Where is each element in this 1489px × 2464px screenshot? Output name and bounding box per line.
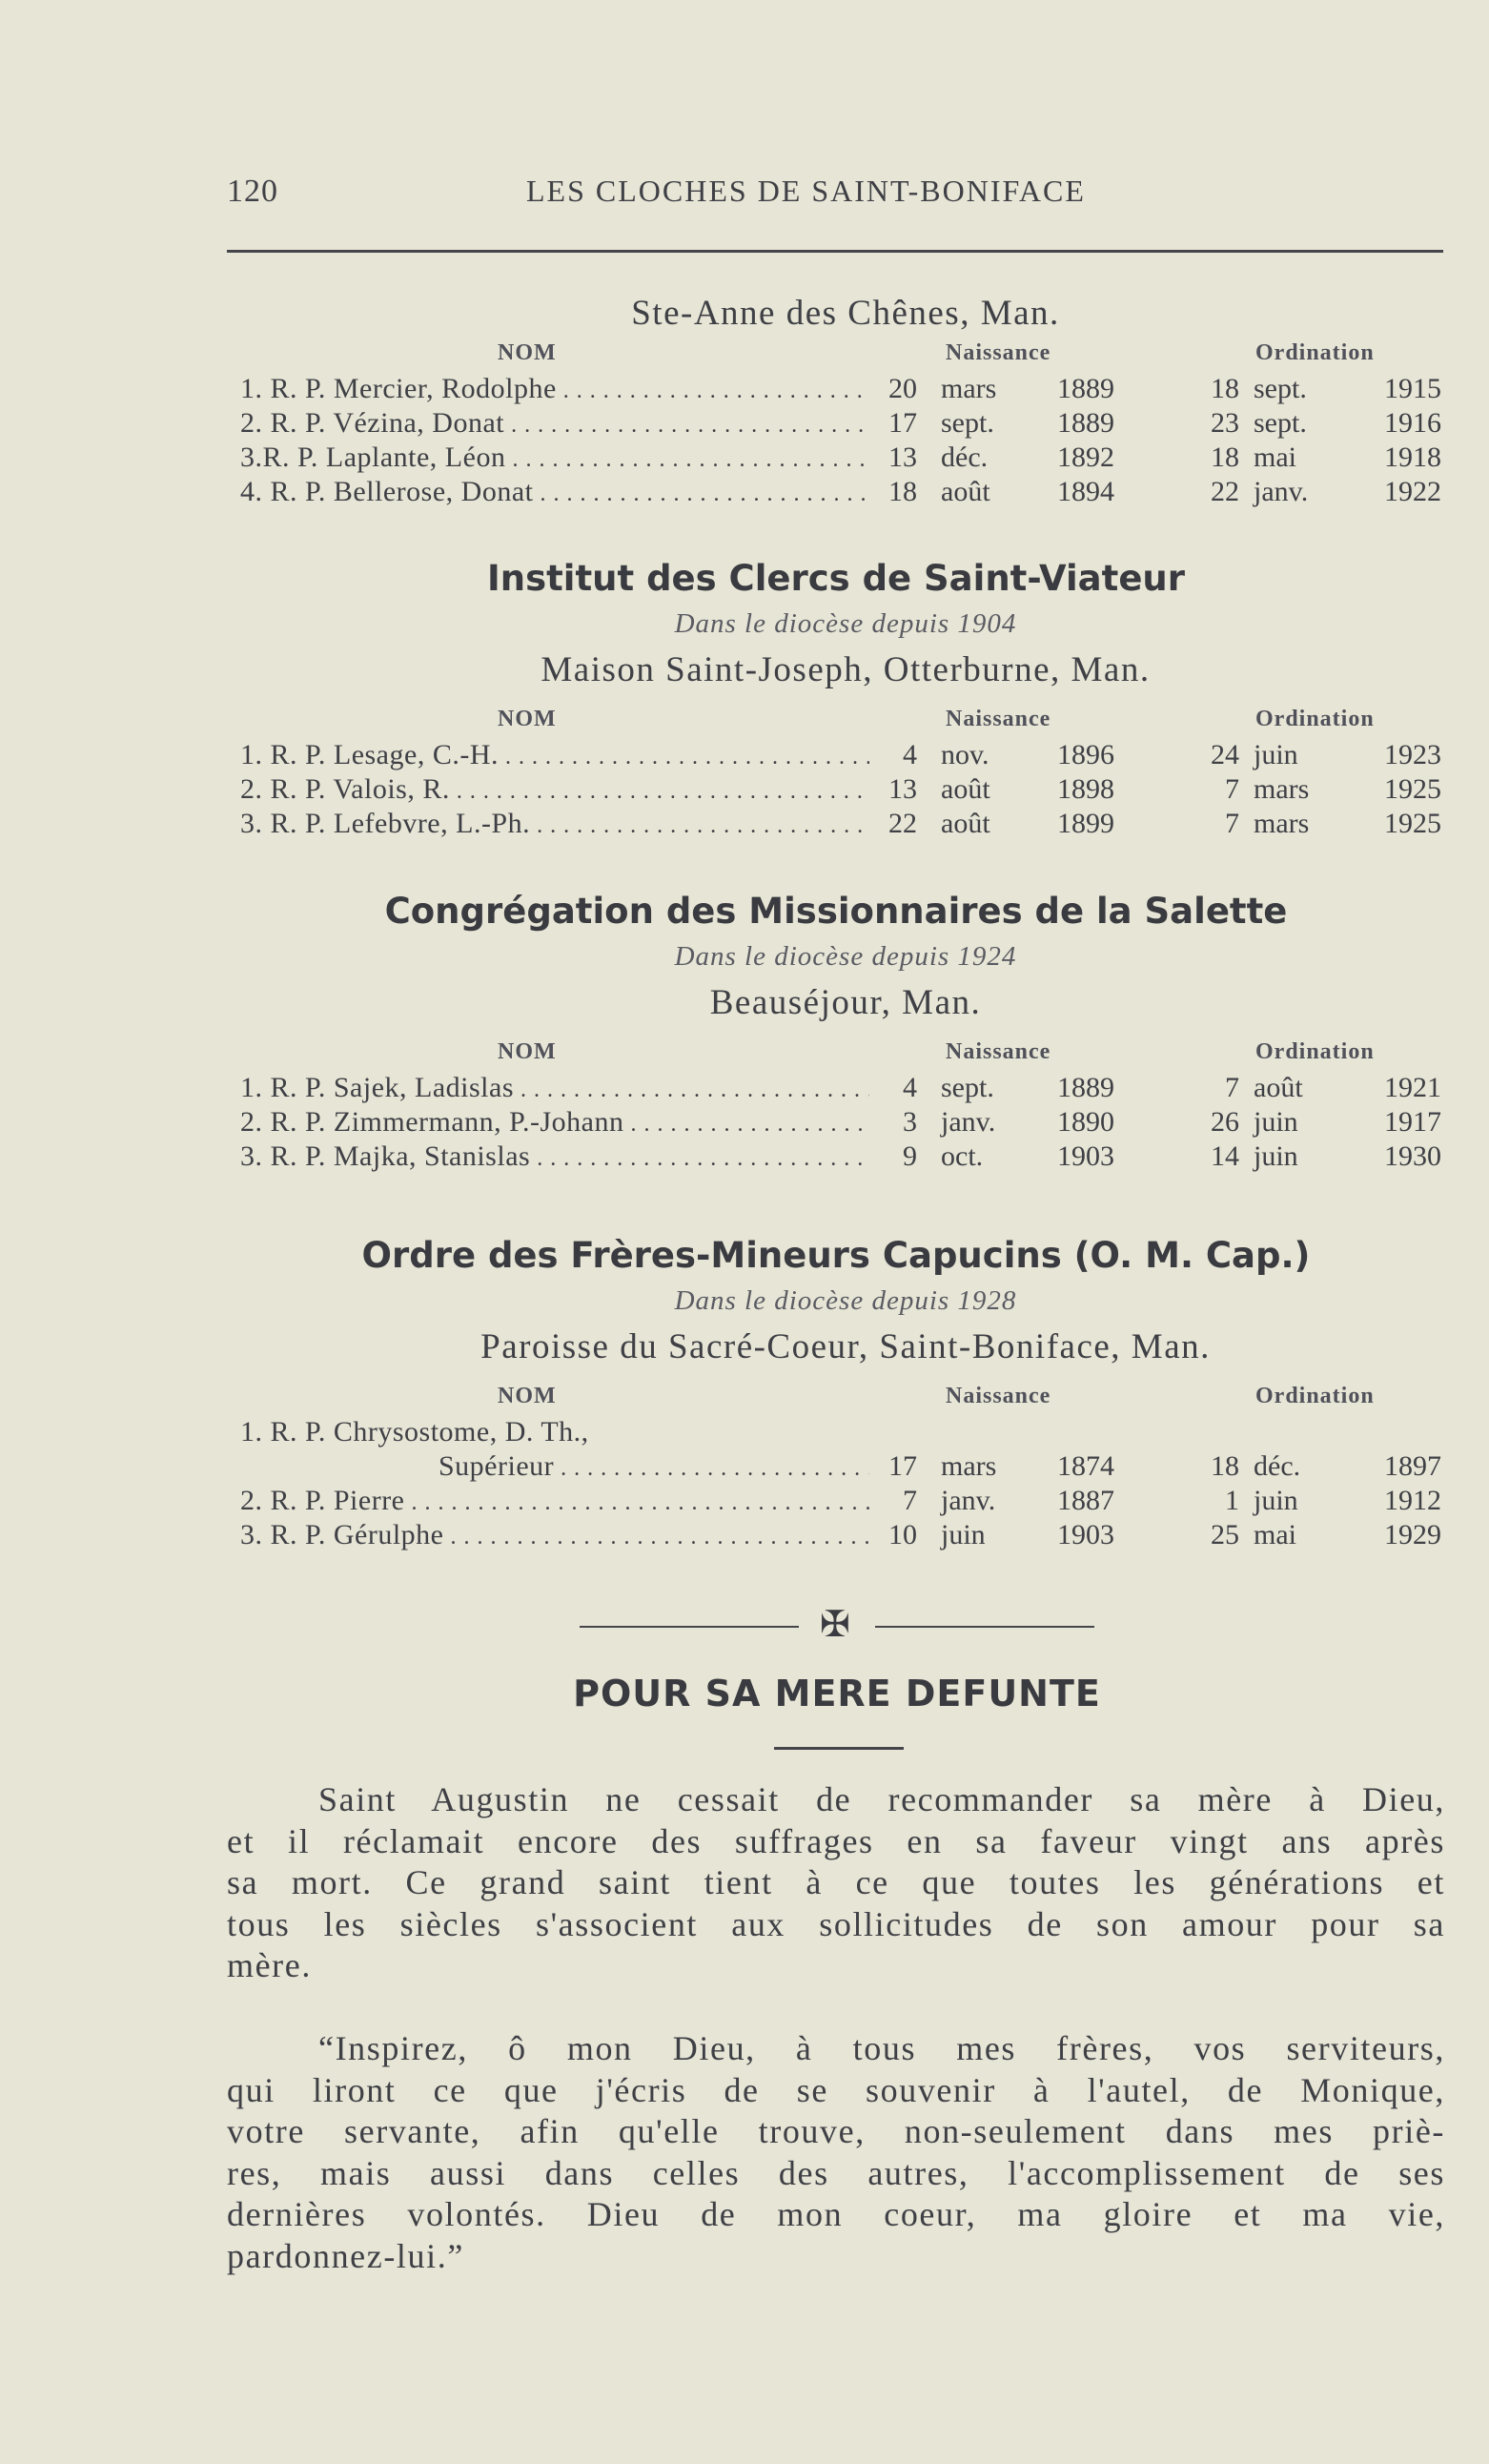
paragraph-line: votre servante, afin qu'elle trouve, non-seulement dans mes priè- — [227, 2112, 1445, 2150]
cross-ornament-icon: ✠ — [820, 1605, 850, 1645]
ordination-year-cell: 1923 — [1384, 739, 1441, 770]
birth-day-cell: 18 — [888, 476, 917, 507]
birth-month-cell: sept. — [941, 1072, 994, 1103]
birth-day-cell: 4 — [903, 739, 917, 770]
birth-day-cell: 7 — [903, 1485, 917, 1516]
birth-month-cell: août — [941, 476, 990, 507]
table-row — [240, 1518, 1451, 1552]
ordination-year-cell: 1930 — [1384, 1140, 1441, 1172]
ordination-year-cell: 1918 — [1384, 441, 1441, 473]
ordination-year-cell: 1897 — [1384, 1450, 1441, 1482]
birth-year-cell: 1889 — [1057, 373, 1114, 404]
section-place: Maison Saint-Joseph, Otterburne, Man. — [541, 650, 1151, 689]
ordination-month-cell: sept. — [1254, 407, 1307, 439]
birth-month-cell: déc. — [941, 441, 989, 473]
paragraph-line: sa mort. Ce grand saint tient à ce que toutes les générations et — [227, 1863, 1445, 1901]
birth-year-cell: 1889 — [1057, 407, 1114, 439]
birth-year-cell: 1898 — [1057, 773, 1114, 805]
column-headers — [240, 1033, 1451, 1071]
ordination-year-cell: 1929 — [1384, 1519, 1441, 1550]
paragraph-line: Saint Augustin ne cessait de recommander sa mère à Dieu, — [318, 1780, 1445, 1818]
birth-year-cell: 1903 — [1057, 1140, 1114, 1172]
column-ordination: Ordination — [1255, 707, 1375, 731]
birth-day-cell: 13 — [888, 441, 917, 473]
section-place: Paroisse du Sacré-Coeur, Saint-Boniface, Man. — [480, 1327, 1211, 1366]
divider-line-right — [875, 1626, 1094, 1628]
table-row — [240, 807, 1451, 841]
ordination-year-cell: 1912 — [1384, 1485, 1441, 1516]
ordination-month-cell: juin — [1254, 1140, 1298, 1172]
birth-day-cell: 17 — [888, 407, 917, 439]
name-cell: 3. R. P. Majka, Stanislas . . . — [240, 1140, 869, 1176]
ordination-month-cell: mai — [1254, 1519, 1296, 1550]
name-cell: Supérieur . . . — [439, 1449, 869, 1486]
name-cell: 2. R. P. Zimmermann, P.-Johann . . . — [240, 1105, 869, 1141]
ordination-year-cell: 1922 — [1384, 476, 1441, 507]
birth-year-cell: 1874 — [1057, 1450, 1114, 1482]
section-la-salette — [240, 886, 1451, 1174]
ordination-day-cell: 26 — [1211, 1106, 1239, 1138]
birth-month-cell: mars — [941, 1450, 997, 1482]
birth-year-cell: 1903 — [1057, 1519, 1114, 1550]
ordination-day-cell: 18 — [1211, 441, 1239, 473]
name-cell: 2. R. P. Pierre . . . — [240, 1484, 869, 1520]
name-cell: 1. R. P. Chrysostome, D. Th., — [240, 1416, 589, 1448]
section-capucins — [240, 1230, 1451, 1552]
ordination-day-cell: 14 — [1211, 1140, 1239, 1172]
ordination-month-cell: sept. — [1254, 373, 1307, 404]
roster — [240, 1415, 1451, 1552]
birth-month-cell: juin — [941, 1519, 986, 1550]
paragraph-line: dernières volontés. Dieu de mon coeur, ma gloire et ma vie, — [227, 2195, 1445, 2233]
paragraph-line: et il réclamait encore des suffrages en sa faveur vingt ans après — [227, 1821, 1445, 1860]
paragraph-line: pardonnez-lui.” — [227, 2236, 464, 2275]
paragraph-2 — [227, 2028, 1445, 2277]
table-row — [240, 1140, 1451, 1174]
ordination-day-cell: 7 — [1225, 808, 1239, 839]
table-row — [240, 1105, 1451, 1140]
ordination-year-cell: 1916 — [1384, 407, 1441, 439]
header-rule — [227, 250, 1443, 253]
name-cell: 3.R. P. Laplante, Léon . . . — [240, 441, 869, 477]
ordination-month-cell: mars — [1254, 808, 1310, 839]
table-row — [240, 1484, 1451, 1518]
table-row — [240, 441, 1451, 475]
ordination-year-cell: 1925 — [1384, 808, 1441, 839]
ordination-year-cell: 1925 — [1384, 773, 1441, 805]
birth-year-cell: 1890 — [1057, 1106, 1114, 1138]
birth-month-cell: août — [941, 773, 990, 805]
birth-year-cell: 1892 — [1057, 441, 1114, 473]
name-cell: 1. R. P. Sajek, Ladislas . . . — [240, 1071, 869, 1107]
birth-day-cell: 13 — [888, 773, 917, 805]
ordination-day-cell: 22 — [1211, 476, 1239, 507]
ordination-month-cell: janv. — [1254, 476, 1309, 507]
roster — [240, 372, 1451, 509]
birth-day-cell: 10 — [888, 1519, 917, 1550]
column-headers — [240, 334, 1451, 372]
ordination-day-cell: 23 — [1211, 407, 1239, 439]
ordination-day-cell: 24 — [1211, 739, 1239, 770]
column-nom: NOM — [498, 1384, 557, 1408]
birth-day-cell: 20 — [888, 373, 917, 404]
paragraph-line: qui liront ce que j'écris de se souvenir à l'autel, de Monique, — [227, 2070, 1445, 2109]
name-cell: 3. R. P. Lefebvre, L.-Ph. . . . — [240, 807, 869, 843]
paragraph-line: “Inspirez, ô mon Dieu, à tous mes frères, vos serviteurs, — [318, 2029, 1445, 2067]
name-cell: 1. R. P. Mercier, Rodolphe . . . — [240, 372, 869, 408]
ordination-day-cell: 18 — [1211, 1450, 1239, 1482]
roster — [240, 1071, 1451, 1174]
article-title: POUR SA MERE DEFUNTE — [573, 1673, 1101, 1715]
ordination-day-cell: 1 — [1225, 1485, 1239, 1516]
ordination-month-cell: juin — [1254, 739, 1298, 770]
name-cell: 4. R. P. Bellerose, Donat . . . — [240, 475, 869, 511]
column-headers — [240, 1377, 1451, 1415]
birth-month-cell: sept. — [941, 407, 994, 439]
name-cell: 3. R. P. Gérulphe . . . — [240, 1518, 869, 1554]
birth-day-cell: 3 — [903, 1106, 917, 1138]
ordination-month-cell: juin — [1254, 1106, 1298, 1138]
ordination-day-cell: 7 — [1225, 773, 1239, 805]
ordination-day-cell: 7 — [1225, 1072, 1239, 1103]
name-cell: 2. R. P. Vézina, Donat . . . — [240, 406, 869, 442]
section-since: Dans le diocèse depuis 1904 — [674, 608, 1017, 639]
paragraph-1 — [227, 1779, 1445, 1987]
running-title: LES CLOCHES DE SAINT-BONIFACE — [526, 174, 1086, 208]
birth-month-cell: janv. — [941, 1106, 996, 1138]
table-row — [240, 372, 1451, 406]
paragraph-line: mère. — [227, 1946, 312, 1984]
ordination-month-cell: août — [1254, 1072, 1303, 1103]
name-cell: 2. R. P. Valois, R. . . . — [240, 772, 869, 809]
running-head — [227, 174, 1447, 221]
ordination-month-cell: déc. — [1254, 1450, 1301, 1482]
table-row — [240, 406, 1451, 441]
section-saint-viateur — [240, 553, 1451, 841]
section-since: Dans le diocèse depuis 1928 — [674, 1285, 1017, 1316]
birth-day-cell: 9 — [903, 1140, 917, 1172]
birth-year-cell: 1887 — [1057, 1485, 1114, 1516]
birth-day-cell: 22 — [888, 808, 917, 839]
column-naissance: Naissance — [946, 340, 1051, 365]
section-place: Beauséjour, Man. — [709, 983, 982, 1022]
ordination-month-cell: juin — [1254, 1485, 1298, 1516]
column-nom: NOM — [498, 1039, 557, 1064]
section-title: Institut des Clercs de Saint-Viateur — [486, 558, 1186, 599]
ordination-day-cell: 18 — [1211, 373, 1239, 404]
birth-year-cell: 1896 — [1057, 739, 1114, 770]
section-ste-anne — [240, 286, 1451, 509]
title-underline — [774, 1747, 904, 1750]
name-cell: 1. R. P. Lesage, C.-H. . . . — [240, 738, 869, 774]
column-naissance: Naissance — [946, 1039, 1051, 1064]
birth-month-cell: nov. — [941, 739, 989, 770]
ordination-month-cell: mai — [1254, 441, 1296, 473]
birth-month-cell: janv. — [941, 1485, 996, 1516]
birth-day-cell: 17 — [888, 1450, 917, 1482]
paragraph-line: res, mais aussi dans celles des autres, l'accomplissement de ses — [227, 2153, 1445, 2192]
ordination-month-cell: mars — [1254, 773, 1310, 805]
ordination-year-cell: 1915 — [1384, 373, 1441, 404]
table-row — [240, 772, 1451, 807]
column-nom: NOM — [498, 707, 557, 731]
ordination-year-cell: 1921 — [1384, 1072, 1441, 1103]
birth-year-cell: 1894 — [1057, 476, 1114, 507]
section-since: Dans le diocèse depuis 1924 — [674, 941, 1017, 972]
birth-month-cell: oct. — [941, 1140, 984, 1172]
column-nom: NOM — [498, 340, 557, 365]
birth-month-cell: août — [941, 808, 990, 839]
table-row — [240, 1449, 1451, 1484]
table-row — [240, 738, 1451, 772]
ordination-day-cell: 25 — [1211, 1519, 1239, 1550]
paragraph-line: tous les siècles s'associent aux sollicitudes de son amour pour sa — [227, 1904, 1445, 1943]
table-row — [240, 1415, 1451, 1449]
table-row — [240, 475, 1451, 509]
section-divider — [580, 1605, 1094, 1646]
table-row — [240, 1071, 1451, 1105]
birth-year-cell: 1899 — [1057, 808, 1114, 839]
birth-day-cell: 4 — [903, 1072, 917, 1103]
roster — [240, 738, 1451, 841]
section-place: Ste-Anne des Chênes, Man. — [631, 294, 1060, 333]
column-headers — [240, 700, 1451, 738]
ordination-year-cell: 1917 — [1384, 1106, 1441, 1138]
divider-line-left — [580, 1626, 799, 1628]
column-ordination: Ordination — [1255, 1384, 1375, 1408]
column-ordination: Ordination — [1255, 1039, 1375, 1064]
section-title: Ordre des Frères-Mineurs Capucins (O. M. Cap.) — [361, 1235, 1311, 1276]
column-ordination: Ordination — [1255, 340, 1375, 365]
page-number: 120 — [227, 174, 278, 209]
birth-month-cell: mars — [941, 373, 997, 404]
birth-year-cell: 1889 — [1057, 1072, 1114, 1103]
column-naissance: Naissance — [946, 1384, 1051, 1408]
section-title: Congrégation des Missionnaires de la Salette — [384, 891, 1288, 932]
column-naissance: Naissance — [946, 707, 1051, 731]
